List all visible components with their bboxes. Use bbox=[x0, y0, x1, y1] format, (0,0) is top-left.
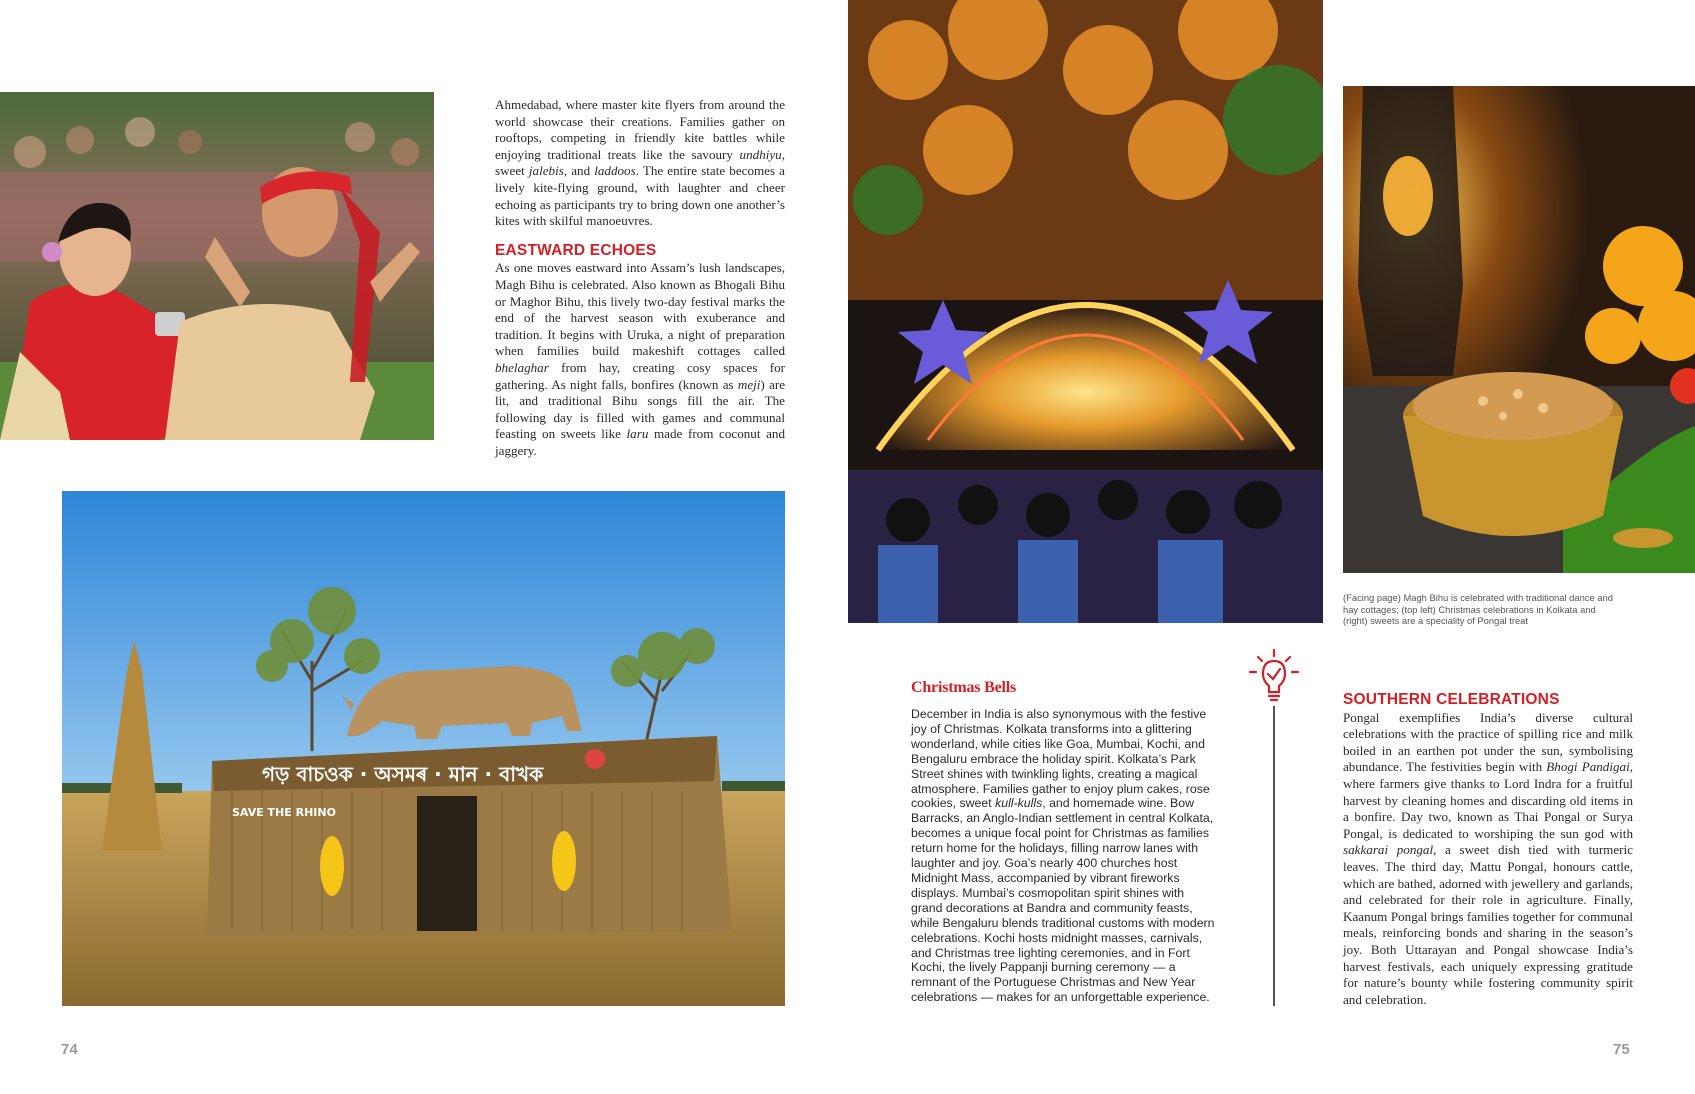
lightbulb-icon bbox=[1246, 648, 1302, 704]
southern-paragraph: Pongal exemplifies India’s diverse cultural celebrations with the practice of spilling rice and milk boiled in an earthen pot under the sun, symbolising abundance. The festivities begin with Bhogi Pandigai, where farmers give thanks to Lord Indra for a fruitful harvest by cleaning homes and discarding old items in a bonfire. Day two, known as Thai Pongal or Surya Pongal, is dedicated to worshiping the sun god with sakkarai pongal, a sweet dish tied with turmeric leaves. The third day, Mattu Pongal, honours cattle, which are bathed, adorned with jewellery and garlands, and celebrated for their role in agriculture. Finally, Kaanum Pongal brings families together for communal meals, reinforcing bonds and sharing in the season’s joy. Both Uttarayan and Pongal showcase India’s harvest festivals, each uniquely expressing gratitude for nature’s bounty while fostering community spirit and celebration. bbox=[1343, 709, 1633, 1007]
photo-caption: (Facing page) Magh Bihu is celebrated with traditional dance and hay cottages; (top left) Christmas celebrations in Kolkata and (right) sweets are a speciality of Pongal treat bbox=[1343, 592, 1613, 626]
pongal-sweets-photo bbox=[1343, 86, 1695, 573]
page-number-right: 75 bbox=[1613, 1041, 1630, 1058]
christmas-paragraph: December in India is also synonymous with the festive joy of Christmas. Kolkata transforms into a glittering wonderland, while cities like Goa, Mumbai, Kochi, and Bengaluru embrace the holiday spirit. Kolkata’s Park Street shines with twinkling lights, creating a magical atmosphere. Families gather to enjoy plum cakes, rose cookies, sweet kull-kulls, and homemade wine. Bow Barracks, an Anglo-Indian settlement in central Kolkata, becomes a unique focal point for Christmas as families return home for the holidays, filling narrow lanes with laughter and joy. Goa’s nearly 400 churches host Midnight Mass, accompanied by vibrant fireworks displays. Mumbai’s cosmopolitan spirit shines with grand decorations at Bandra and community feasts, while Bengaluru blends traditional customs with modern celebrations. Kochi hosts midnight masses, carnivals, and Christmas tree lighting ceremonies, and in Fort Kochi, the lively Pappanji burning ceremony — a remnant of the Portuguese Christmas and New Year celebrations — makes for an unforgettable experience. bbox=[911, 707, 1215, 1005]
eastward-paragraph: As one moves eastward into Assam’s lush landscapes, Magh Bihu is celebrated. Also known as Bhogali Bihu or Maghor Bihu, this lively two-day festival marks the end of the harvest season with exuberance and tradition. It begins with Uruka, a night of preparation when families build makeshift cottages called bhelaghar from hay, creating cosy spaces for gathering. As night falls, bonfires (known as meji) are lit, and traditional Bihu songs fill the air. The following day is filled with games and communal feasting on sweets like laru made from coconut and jaggery. bbox=[495, 260, 786, 458]
column-divider bbox=[1273, 706, 1275, 1006]
page-number-left: 74 bbox=[61, 1041, 78, 1058]
hut-banner-text: গড় বাচওক · অসমৰ · মান · বাখক bbox=[262, 762, 544, 786]
christmas-lights-photo bbox=[848, 0, 1323, 623]
save-the-rhino-sign: SAVE THE RHINO bbox=[232, 806, 336, 819]
bhelaghar-hay-hut-photo bbox=[62, 491, 785, 1006]
intro-paragraph: Ahmedabad, where master kite flyers from around the world showcase their creations. Families gather on rooftops, competing in friendly kite battles while enjoying traditional treats like the savoury undhiyu, sweet jalebis, and laddoos. The entire state becomes a lively kite-flying ground, with laughter and cheer echoing as participants try to bring down one another’s kites with skilful manoeuvres. bbox=[495, 97, 785, 229]
christmas-bells-heading: Christmas Bells bbox=[911, 679, 1017, 696]
eastward-echoes-heading: EASTWARD ECHOES bbox=[495, 241, 657, 259]
southern-celebrations-heading: SOUTHERN CELEBRATIONS bbox=[1343, 691, 1560, 708]
bihu-dance-photo bbox=[0, 92, 434, 440]
